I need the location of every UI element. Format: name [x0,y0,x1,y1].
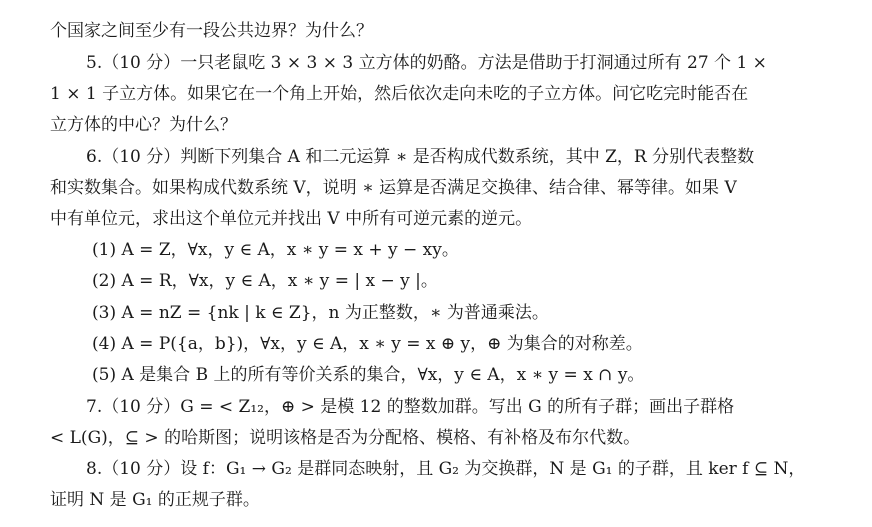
text-line-problem6-item5: (5) A 是集合 B 上的所有等价关系的集合，∀x，y ∈ A，x ∗ y = x ∩ y。 [92,365,645,385]
text-line-problem5: 1 × 1 子立方体。如果它在一个角上开始，然后依次走向未吃的子立方体。问它吃完时能否在 [50,84,749,104]
text-line-problem6: 和实数集合。如果构成代数系统 V，说明 ∗ 运算是否满足交换律、结合律、幂等律。如果 V [50,178,737,198]
text-line-problem6-item1: (1) A = Z，∀x，y ∈ A，x ∗ y = x + y − xy。 [92,240,459,260]
text-line-problem5-start: 5.（10 分）一只老鼠吃 3 × 3 × 3 立方体的奶酪。方法是借助于打洞通过所有 27 个 1 × [86,53,767,73]
text-line-problem6-start: 6.（10 分）判断下列集合 A 和二元运算 ∗ 是否构成代数系统，其中 Z，R 分别代表整数 [86,147,755,167]
text-line-problem6-item3: (3) A = nZ = {nk | k ∈ Z}，n 为正整数，∗ 为普通乘法。 [92,303,549,323]
text-line-problem6-end: 中有单位元，求出这个单位元并找出 V 中所有可逆元素的逆元。 [50,209,533,229]
text-line-problem6-item2: (2) A = R，∀x，y ∈ A，x ∗ y = | x − y |。 [92,271,438,291]
text-line-problem8-start: 8.（10 分）设 f：G₁ → G₂ 是群同态映射，且 G₂ 为交换群，N 是 G₁ 的子群，且 ker f ⊆ N， [86,459,806,479]
text-line-problem6-item4: (4) A = P({a，b})，∀x，y ∈ A，x ∗ y = x ⊕ y，⊕ 为集合的对称差。 [92,334,643,354]
text-line-problem7-start: 7.（10 分）G = < Z₁₂，⊕ > 是模 12 的整数加群。写出 G 的所有子群；画出子群格 [86,397,735,417]
text-line-problem8-end: 证明 N 是 G₁ 的正规子群。 [50,490,260,510]
text-line-problem4-end: 个国家之间至少有一段公共边界？为什么？ [50,21,373,41]
text-line-problem5-end: 立方体的中心？为什么？ [50,115,237,135]
text-line-problem7-end: < L(G)，⊆ > 的哈斯图；说明该格是否为分配格、模格、有补格及布尔代数。 [50,428,641,448]
